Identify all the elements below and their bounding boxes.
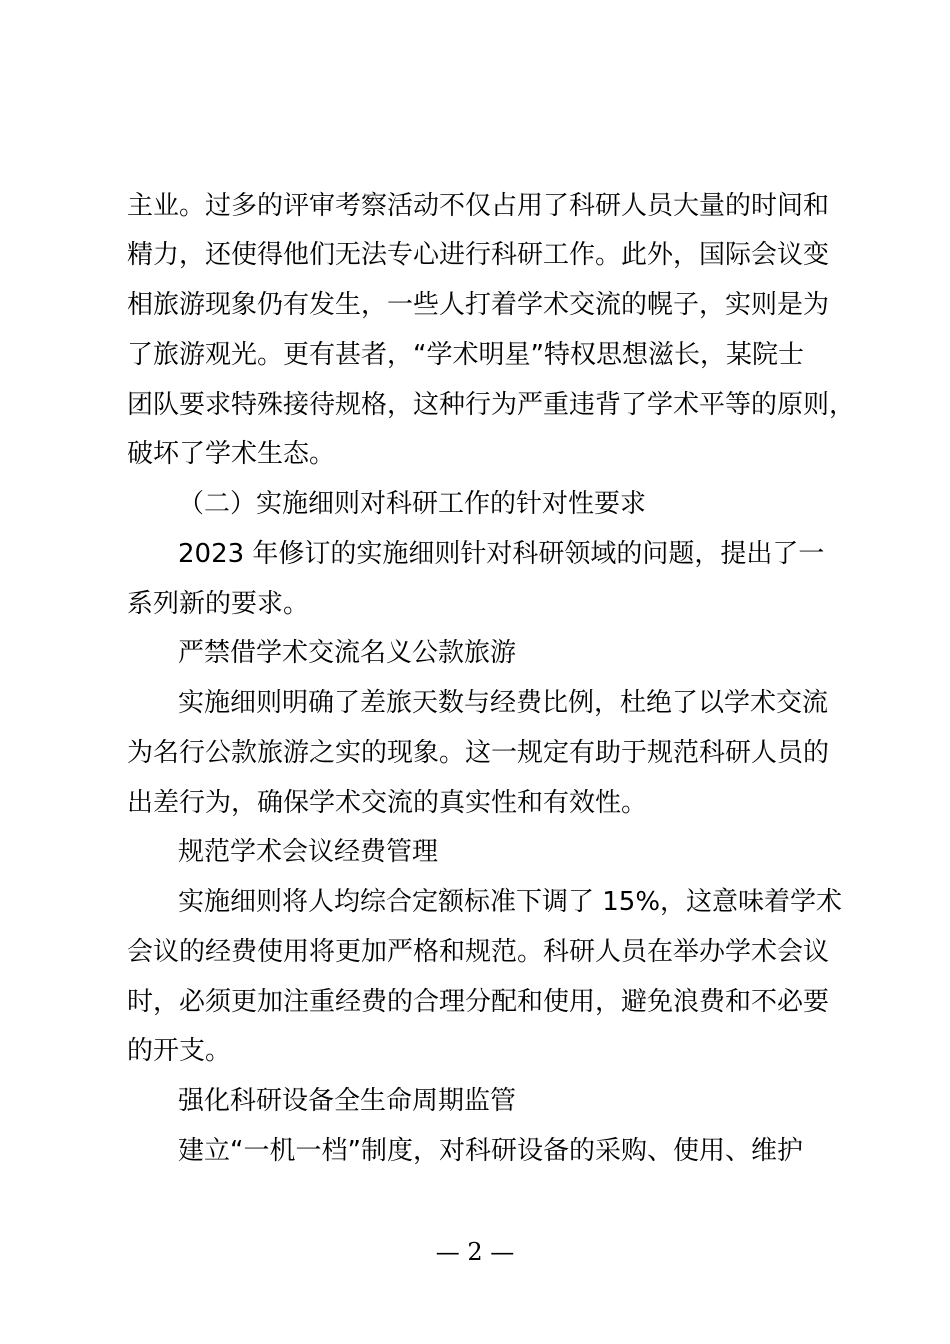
body-text-line: 团队要求特殊接待规格，这种行为严重违背了学术平等的原则， — [127, 390, 856, 420]
body-text-line: 出差行为，确保学术交流的真实性和有效性。 — [127, 788, 648, 818]
subheading: 强化科研设备全生命周期监管 — [178, 1086, 517, 1116]
body-text-line: 了旅游观光。更有甚者，“学术明星”特权思想滋长，某院士 — [127, 340, 804, 370]
section-heading: （二）实施细则对科研工作的针对性要求 — [178, 489, 647, 519]
body-text-line: 实施细则将人均综合定额标准下调了 15%，这意味着学术 — [178, 887, 843, 917]
body-text-line: 系列新的要求。 — [127, 589, 310, 619]
body-text-line: 破坏了学术生态。 — [127, 439, 336, 469]
subheading: 严禁借学术交流名义公款旅游 — [178, 638, 517, 668]
body-text-line: 建立“一机一档”制度，对科研设备的采购、使用、维护 — [178, 1136, 803, 1166]
page-number: — 2 — — [435, 1238, 515, 1266]
subheading: 规范学术会议经费管理 — [178, 837, 439, 867]
body-text-line: 2023 年修订的实施细则针对科研领域的问题，提出了一 — [178, 539, 825, 569]
body-text-line: 会议的经费使用将更加严格和规范。科研人员在举办学术会议 — [127, 937, 830, 967]
body-text-line: 主业。过多的评审考察活动不仅占用了科研人员大量的时间和 — [127, 191, 830, 221]
body-text-line: 时，必须更加注重经费的合理分配和使用，避免浪费和不必要 — [127, 987, 830, 1017]
body-text-line: 实施细则明确了差旅天数与经费比例，杜绝了以学术交流 — [178, 688, 829, 718]
body-text-line: 精力，还使得他们无法专心进行科研工作。此外，国际会议变 — [127, 240, 830, 270]
body-text-line: 相旅游现象仍有发生，一些人打着学术交流的幌子，实则是为 — [127, 290, 830, 320]
body-text-line: 为名行公款旅游之实的现象。这一规定有助于规范科研人员的 — [127, 738, 830, 768]
body-text-line: 的开支。 — [127, 1036, 232, 1066]
